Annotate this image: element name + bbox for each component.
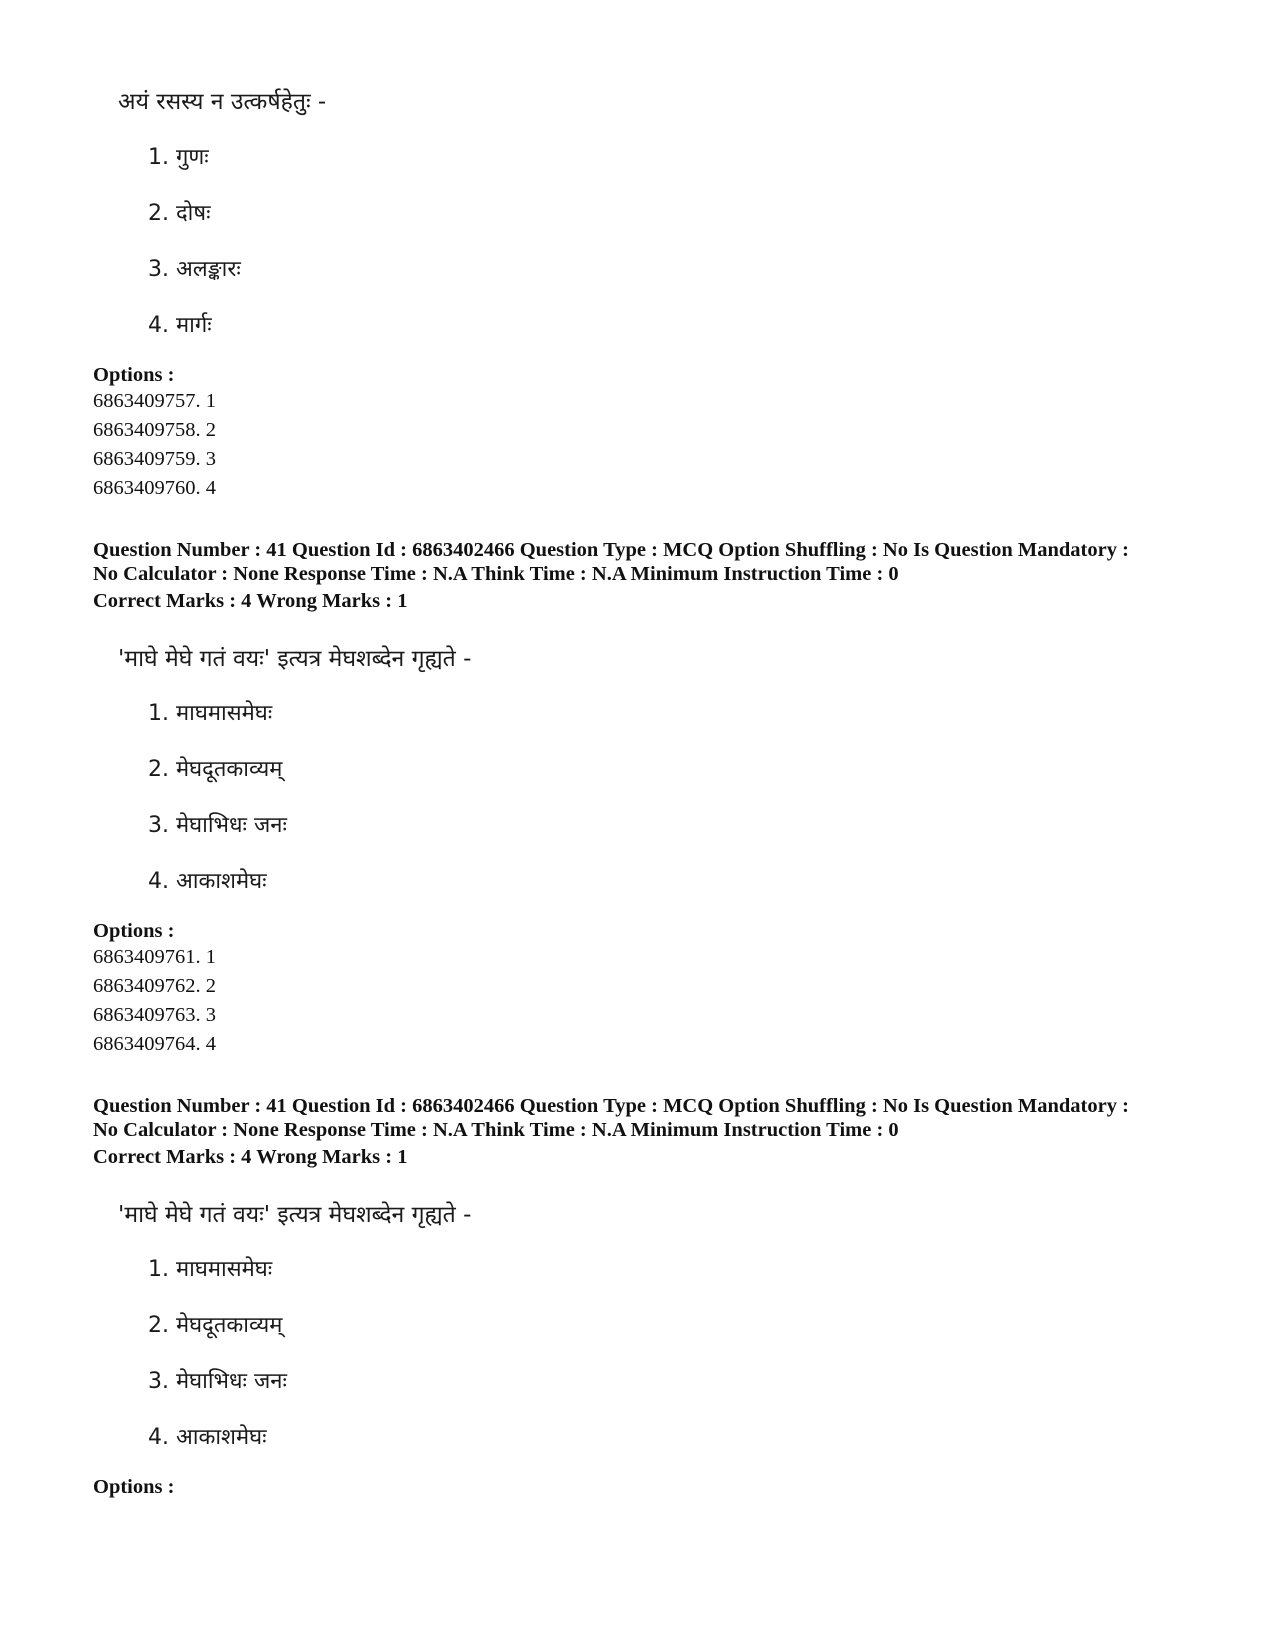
choice-1: 1. गुणः (148, 145, 209, 170)
question-meta-line-1: Question Number : 41 Question Id : 6863402466 Question Type : MCQ Option Shuffling : No Is Question Mandatory : (93, 539, 1129, 561)
question-text: 'माघे मेघे गतं वयः' इत्यत्र मेघशब्देन गृह्यते - (118, 646, 472, 672)
question-text: 'माघे मेघे गतं वयः' इत्यत्र मेघशब्देन गृह्यते - (118, 1202, 472, 1228)
choice-4: 4. आकाशमेघः (148, 1425, 267, 1450)
choice-1: 1. माघमासमेघः (148, 701, 273, 726)
options-label: Options : (93, 364, 175, 386)
option-item: 6863409760. 4 (93, 477, 216, 499)
option-item: 6863409761. 1 (93, 946, 216, 968)
choice-3: 3. मेघाभिधः जनः (148, 1369, 287, 1394)
choice-1: 1. माघमासमेघः (148, 1257, 273, 1282)
options-list (93, 943, 216, 1059)
question-meta (93, 1094, 1213, 1142)
question-meta (93, 538, 1213, 586)
option-item: 6863409762. 2 (93, 975, 216, 997)
choice-2: 2. दोषः (148, 201, 211, 226)
marks-line: Correct Marks : 4 Wrong Marks : 1 (93, 590, 408, 612)
choice-2: 2. मेघदूतकाव्यम् (148, 1313, 283, 1338)
choice-3: 3. मेघाभिधः जनः (148, 813, 287, 838)
question-meta-line-1: Question Number : 41 Question Id : 6863402466 Question Type : MCQ Option Shuffling : No Is Question Mandatory : (93, 1095, 1129, 1117)
choice-2: 2. मेघदूतकाव्यम् (148, 757, 283, 782)
choice-4: 4. आकाशमेघः (148, 869, 267, 894)
choice-4: 4. मार्गः (148, 313, 212, 338)
options-label: Options : (93, 920, 175, 942)
question-meta-line-2: No Calculator : None Response Time : N.A Think Time : N.A Minimum Instruction Time : 0 (93, 1119, 899, 1141)
option-item: 6863409759. 3 (93, 448, 216, 470)
option-item: 6863409758. 2 (93, 419, 216, 441)
option-item: 6863409757. 1 (93, 390, 216, 412)
marks-line: Correct Marks : 4 Wrong Marks : 1 (93, 1146, 408, 1168)
choice-3: 3. अलङ्कारः (148, 257, 241, 282)
option-item: 6863409764. 4 (93, 1033, 216, 1055)
options-list (93, 387, 216, 503)
option-item: 6863409763. 3 (93, 1004, 216, 1026)
question-text: अयं रसस्य न उत्कर्षहेतुः - (118, 89, 327, 115)
options-label: Options : (93, 1476, 175, 1498)
question-meta-line-2: No Calculator : None Response Time : N.A Think Time : N.A Minimum Instruction Time : 0 (93, 563, 899, 585)
